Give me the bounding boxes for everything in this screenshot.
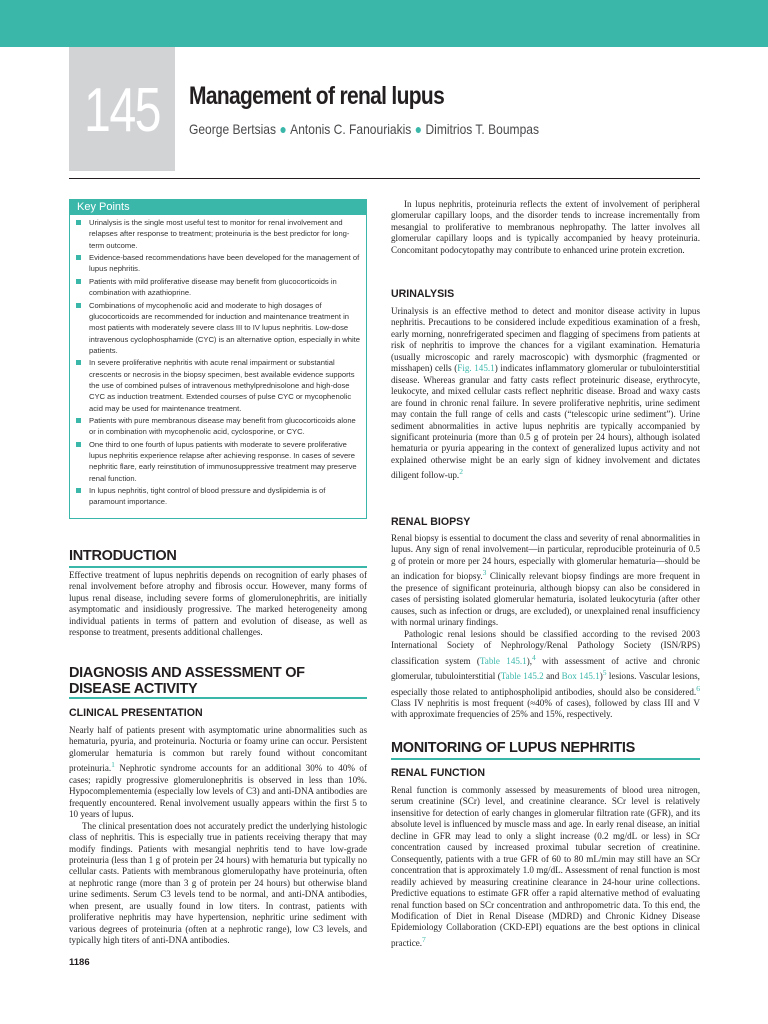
- square-bullet-icon: [76, 360, 81, 365]
- monitoring-heading: MONITORING OF LUPUS NEPHRITIS: [391, 740, 635, 756]
- author-list: [189, 121, 539, 137]
- section-rule: [69, 697, 367, 699]
- square-bullet-icon: [76, 220, 81, 225]
- title-rule: [69, 178, 700, 179]
- square-bullet-icon: [76, 279, 81, 284]
- clinical-presentation-heading: CLINICAL PRESENTATION: [69, 707, 203, 719]
- author: Dimitrios T. Boumpas: [425, 121, 539, 137]
- square-bullet-icon: [76, 255, 81, 260]
- header-band: [0, 0, 768, 47]
- proteinuria-text: In lupus nephritis, proteinuria reflects the extent of involvement of peripheral glomerular capillary loops, and the disorder tends to increase incrementally from mesangial to proliferative to membranous nephropathy. The latter involves all glomerular capillary loops and is typically accompanied by heavy proteinuria. Concomitant podocytopathy may contribute to enhanced urine protein excretion.: [391, 199, 700, 255]
- square-bullet-icon: [76, 303, 81, 308]
- key-points-box: [69, 199, 367, 519]
- chapter-number-box: [69, 47, 175, 171]
- renal-function-heading: RENAL FUNCTION: [391, 767, 485, 779]
- bullet-icon: ●: [414, 121, 423, 137]
- chapter-number: 145: [83, 76, 161, 145]
- key-point: Patients with mild proliferative disease may benefit from glucocorticoids in combination with azathioprine.: [75, 276, 362, 299]
- figure-link[interactable]: Fig. 145.1: [457, 363, 495, 374]
- author: Antonis C. Fanouriakis: [290, 121, 412, 137]
- table-link[interactable]: Table 145.1: [479, 655, 527, 666]
- section-rule: [69, 566, 367, 568]
- clinical-presentation-text: Nearly half of patients present with asymptomatic urine abnormalities such as hematuria, pyuria, and proteinuria. Nocturia or foamy urine can occur. Persistent glomerular hematuria is common but rarely found without concomitant proteinuria.$^1$ Nephrotic syndrome accounts for an additional 30% to 40% of cases; rapidly progressive glomerulonephritis is observed in less than 10%. Hypocomplementemia (especially low levels of C3) and anti-DNA antibodies are frequently encountered. Renal involvement usually appears within the first 5 to 10 years of lupus. The clinical presentation does not accurately predict the underlying histologic class of nephritis. This is especially true in patients receiving therapy that may modify findings. Patients with mesangial nephritis tend to have low-grade proteinuria (less than 1 g of protein per 24 hours) with hematuria but typically no cellular casts. Patients with membranous glomerulopathy have proteinuria, often at nephrotic range (more than 3 g of protein per 24 hours) but otherwise bland urine sediments. Serum C3 levels tend to be normal, and anti-DNA antibodies, when present, are usually found in low titers. In contrast, patients with proliferative nephritis may have hypertension, nephritic urine sediment with various degrees of proteinuria (often at a nephrotic range), low C3 levels, and typically high titers of anti-DNA antibodies.: [69, 725, 367, 946]
- introduction-heading: INTRODUCTION: [69, 548, 177, 564]
- key-point: Evidence-based recommendations have been developed for the management of lupus nephritis.: [75, 252, 362, 275]
- page-number: 1186: [69, 957, 90, 968]
- renal-function-text: Renal function is commonly assessed by measurements of blood urea nitrogen, serum creatinine (SCr) level, and creatinine clearance. SCr level is relatively insensitive for detection of early changes in glomerular filtration rate (GFR), and its absolute level is influenced by muscle mass and age. In early renal disease, an initial decline in GFR may lead to only a slight increase (0.2 mg/dL or less) in SCr concentration caused by increased proximal tubular secretion of creatinine. Consequently, patients with a true GFR of 60 to 80 mL/min may still have an SCr concentration that is approximately 1.0 mg/dL. Assessment of renal function is most readily achieved by measuring creatinine clearance in 24-hour urine collections. Predictive equations to estimate GFR offer a rapid alternative method of evaluating renal function based on SCr concentration and anthropometric data. To this end, the Modification of Diet in Renal Disease (MDRD) and Chronic Kidney Disease Epidemiology Collaboration (CKD-EPI) equations are the best options in clinical practice.$^7$: [391, 785, 700, 948]
- key-points-heading: Key Points: [70, 200, 366, 215]
- diagnosis-heading: DIAGNOSIS AND ASSESSMENT OF DISEASE ACTIVITY: [69, 665, 305, 697]
- key-point: In lupus nephritis, tight control of blood pressure and dyslipidemia is of paramount importance.: [75, 485, 362, 508]
- introduction-text: Effective treatment of lupus nephritis depends on recognition of early phases of renal involvement before atrophy and fibrosis occur. However, many forms of lupus renal disease, including severe forms of glomerulonephritis, are initially asymptomatic and insidiously progressive. The marked heterogeneity among individual patients in terms of pattern and evolution of disease, as well as response to treatment, presents additional challenges.: [69, 570, 367, 638]
- bullet-icon: ●: [279, 121, 287, 137]
- box-link[interactable]: Box 145.1: [561, 671, 600, 682]
- key-point: Combinations of mycophenolic acid and moderate to high dosages of glucocorticoids are recommended for induction and maintenance treatment in most patients with moderately severe class III to IV lupus nephritis. Low-dose intravenous cyclophosphamide (CYC) is an alternative option, especially in white patients.: [75, 300, 362, 356]
- key-point: One third to one fourth of lupus patients with moderate to severe proliferative lupus nephritis experience relapse after achieving response. In cases of severe nephritic flare, early reinstitution of immunosuppressive treatment may preserve renal function.: [75, 439, 362, 484]
- renal-biopsy-heading: RENAL BIOPSY: [391, 516, 471, 528]
- square-bullet-icon: [76, 442, 81, 447]
- key-point: In severe proliferative nephritis with acute renal impairment or substantial crescents or necrosis in the biopsy specimen, best available evidence supports the use of combined pulses of intravenous methylprednisolone and high-dose CYC as induction treatment. Extended courses of pulse CYC or mycophenolic acid may be used for maintenance treatment.: [75, 357, 362, 413]
- key-point: Urinalysis is the single most useful test to monitor for renal involvement and relapses after response to treatment; proteinuria is the best predictor for long-term outcome.: [75, 217, 362, 251]
- key-point: Patients with pure membranous disease may benefit from glucocorticoids alone or in combination with mycophenolic acid, cyclosporine, or CYC.: [75, 415, 362, 438]
- chapter-title: Management of renal lupus: [189, 82, 445, 110]
- author: George Bertsias: [189, 121, 277, 137]
- key-points-list: [70, 215, 366, 508]
- urinalysis-text: Urinalysis is an effective method to detect and monitor disease activity in lupus nephritis. Precautions to be considered include expeditious examination of a fresh, early morning, nonrefrigerated specimen and flagging of specimens from patients at risk of nephritis to improve the chances for a vigilant examination. Hematuria (usually microscopic and rarely macroscopic) with dysmorphic (fragmented or misshapen) cells (Fig. 145.1) indicates inflammatory glomerular or tubulointerstitial disease. Whereas granular and fatty casts reflect proteinuric disease, erythrocyte, leukocyte, and mixed cellular casts reflect nephritic disease. Broad and waxy casts are found in chronic renal failure. In severe proliferative nephritis, urine sediment may contain the full range of cells and casts (“telescopic urine sediment”). Urine sediment abnormalities in active lupus nephritis are typically accompanied by significant proteinuria (more than 0.5 g of protein per 24 hours), although isolated hematuria or pyuria appearing in the context of generalized lupus activity and not explained otherwise might be an early sign of kidney involvement and dictates diligent follow-up.$^2$: [391, 306, 701, 481]
- section-rule: [391, 758, 700, 760]
- square-bullet-icon: [76, 488, 81, 493]
- urinalysis-heading: URINALYSIS: [391, 288, 455, 300]
- renal-biopsy-text: Renal biopsy is essential to document the class and severity of renal abnormalities in lupus. Any sign of renal involvement—in particular, reproducible proteinuria of 0.5 g of protein or more per 24 hours, especially with glomerular hematuria—should be an indication for biopsy.$^3$ Clinically relevant biopsy findings are more frequent in the presence of significant proteinuria, although biopsy can also be considered in cases of persisting isolated glomerular hematuria, isolated leukocyturia (after other causes, such as infection or drugs, are excluded), or unexplained renal insufficiency with normal urinary findings. Pathologic renal lesions should be classified according to the revised 2003 International Society of Nephrology/Renal Pathology Society (ISN/RPS) classification system (Table 145.1),$^4$ with assessment of active and chronic glomerular, tubulointerstitial (Table 145.2 and Box 145.1)$^5$ lesions. Vascular lesions, especially those related to antiphospholipid antibodies, should also be considered.$^6$ Class IV nephritis is most frequent (≈40% of cases), followed by class III and V with approximate frequencies of 25% and 15%, respectively.: [391, 533, 700, 720]
- square-bullet-icon: [76, 418, 81, 423]
- table-link[interactable]: Table 145.2: [500, 671, 544, 682]
